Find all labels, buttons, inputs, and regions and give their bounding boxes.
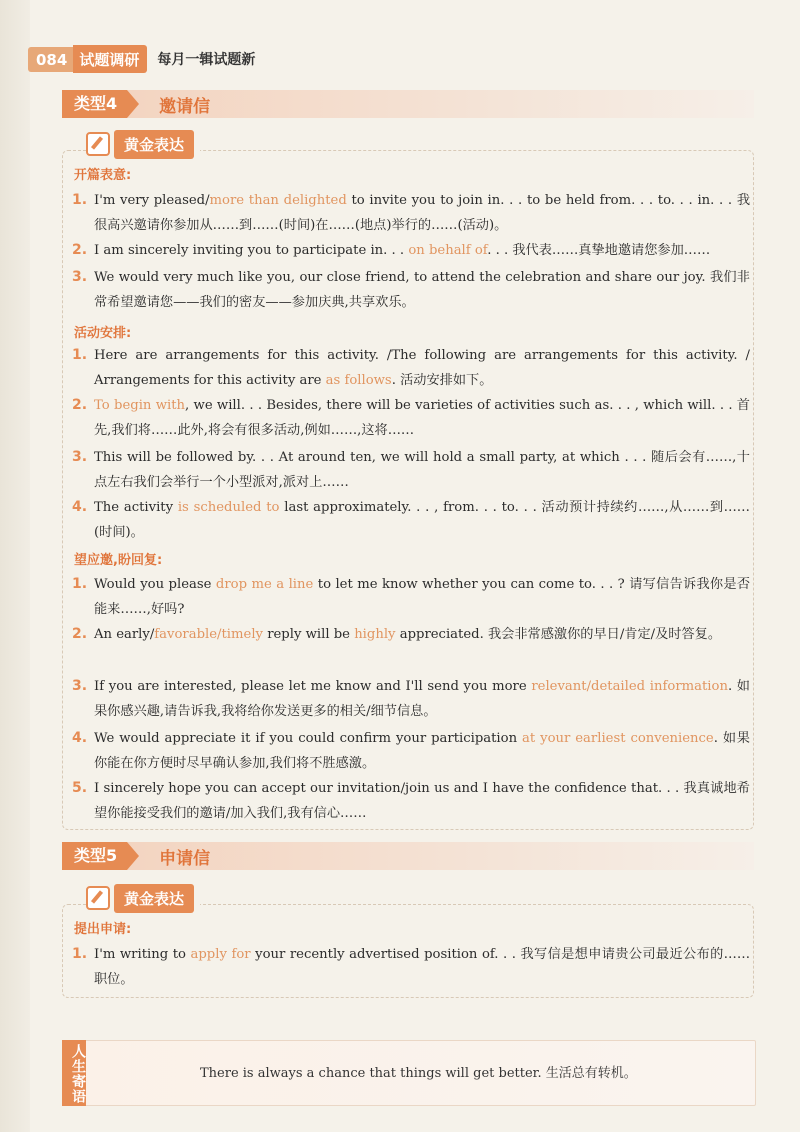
item-text: [72, 393, 750, 443]
text-fragment: Would you please: [94, 577, 216, 592]
section-title: 申请信: [159, 848, 211, 869]
highlight-phrase: is scheduled to: [177, 500, 280, 515]
expression-item: [72, 238, 750, 263]
pencil-note-icon: [86, 886, 110, 910]
gold-expression-label: 黄金表达: [114, 130, 194, 159]
highlight-phrase: highly: [354, 627, 396, 642]
item-number: 2.: [72, 626, 88, 642]
footer-quote: There is always a chance that things will get better. 生活总有转机。: [200, 1066, 637, 1081]
item-number: 4.: [72, 730, 88, 746]
group-heading: 开篇表意:: [74, 168, 132, 183]
item-number: 1.: [72, 192, 88, 208]
item-number: 3.: [72, 678, 88, 694]
item-number: 1.: [72, 576, 88, 592]
page-edge: [0, 0, 30, 1132]
item-number: 5.: [72, 780, 88, 796]
highlight-phrase: as follows: [325, 373, 392, 388]
text-fragment: I'm writing to: [94, 947, 191, 962]
expression-item: [72, 622, 750, 647]
expression-item: [72, 445, 750, 495]
item-text: [72, 674, 750, 724]
expression-item: [72, 343, 750, 393]
item-number: 2.: [72, 397, 88, 413]
section-bar-invitation: [62, 90, 754, 118]
highlight-phrase: on behalf of: [408, 243, 488, 258]
section-bar-application: [62, 842, 754, 870]
text-fragment: I'm very pleased/: [94, 193, 210, 208]
pencil-note-icon: [86, 132, 110, 156]
text-fragment: An early/: [94, 627, 155, 642]
expression-item: [72, 265, 750, 315]
item-text: [72, 188, 750, 238]
expression-item: [72, 776, 750, 826]
expression-item: [72, 674, 750, 724]
item-number: 1.: [72, 347, 88, 363]
item-text: [72, 445, 750, 495]
text-fragment: to let me know whether you can come to. . . ? 请写信告诉我你是否能来……,好吗?: [94, 577, 751, 617]
gold-expression-label: 黄金表达: [114, 884, 194, 913]
highlight-phrase: favorable/timely: [154, 627, 263, 642]
expression-item: [72, 942, 750, 992]
text-fragment: I sincerely hope you can accept our invitation/join us and I have the confidence that. . . 我真诚地希望你能接受我们的邀请/加入我们,我有信心……: [94, 781, 750, 821]
expression-item: [72, 393, 750, 443]
section-type-label: 类型4: [62, 90, 127, 118]
text-fragment: This will be followed by. . . At around ten, we will hold a small party, at which . . . 随后会有……,十点左右我们会举行一个小型派对,派对上……: [94, 450, 750, 490]
expression-item: [72, 495, 750, 545]
text-fragment: The activity: [94, 500, 178, 515]
section-type-label: 类型5: [62, 842, 127, 870]
highlight-phrase: more than delighted: [209, 193, 347, 208]
item-text: [72, 572, 750, 622]
text-fragment: appreciated. 我会非常感激你的早日/肯定/及时答复。: [395, 627, 722, 642]
group-heading: 望应邀,盼回复:: [74, 553, 163, 568]
item-text: [72, 265, 750, 315]
text-fragment: If you are interested, please let me know and I'll send you more: [94, 679, 532, 694]
highlight-phrase: at your earliest convenience: [522, 731, 714, 746]
text-fragment: We would very much like you, our close friend, to attend the celebration and share our joy. 我们非常希望邀请您——我们的密友——参加庆典,共享欢乐。: [94, 270, 750, 310]
chevron-right-icon: [127, 842, 139, 870]
highlight-phrase: relevant/detailed information: [531, 679, 728, 694]
section-title: 邀请信: [159, 96, 211, 117]
page-header: [28, 44, 255, 74]
expression-item: [72, 188, 750, 238]
page-number: 084: [28, 47, 73, 72]
highlight-phrase: To begin with: [94, 398, 186, 413]
gold-expression-tag: [86, 130, 200, 158]
item-text: [72, 776, 750, 826]
text-fragment: last approximately. . . , from. . . to. . . 活动预计持续约……,从……到……(时间)。: [94, 500, 750, 540]
chevron-right-icon: [127, 90, 139, 118]
group-heading: 提出申请:: [74, 922, 132, 937]
text-fragment: Here are arrangements for this activity. /The following are arrangements for this activity. / Arrangements for this activity are: [94, 348, 750, 388]
highlight-phrase: apply for: [190, 947, 251, 962]
text-fragment: We would appreciate it if you could confirm your participation: [94, 731, 523, 746]
text-fragment: . 如果你能在你方便时尽早确认参加,我们将不胜感激。: [94, 731, 750, 771]
text-fragment: reply will be: [263, 627, 355, 642]
item-number: 4.: [72, 499, 88, 515]
header-subtitle: 每月一辑试题新: [157, 52, 256, 68]
item-text: [72, 343, 750, 393]
text-fragment: , we will. . . Besides, there will be varieties of activities such as. . . , which will. . . 首先,我们将……此外,将会有很多活动,例如……,这将……: [94, 398, 750, 438]
text-fragment: I am sincerely inviting you to participate in. . .: [94, 243, 409, 258]
text-fragment: your recently advertised position of. . . 我写信是想申请贵公司最近公布的……职位。: [94, 947, 751, 987]
footer-badge: 人生寄语: [62, 1040, 86, 1106]
item-number: 3.: [72, 449, 88, 465]
item-text: [72, 495, 750, 545]
item-text: [72, 622, 750, 647]
text-fragment: . 活动安排如下。: [391, 373, 493, 388]
text-fragment: . 如果你感兴趣,请告诉我,我将给你发送更多的相关/细节信息。: [94, 679, 750, 719]
item-text: [72, 726, 750, 776]
text-fragment: . . . 我代表……真挚地邀请您参加……: [487, 243, 711, 258]
group-heading: 活动安排:: [74, 326, 132, 341]
highlight-phrase: drop me a line: [215, 577, 314, 592]
item-text: [72, 238, 750, 263]
gold-expression-tag: [86, 884, 200, 912]
expression-item: [72, 572, 750, 622]
item-number: 1.: [72, 946, 88, 962]
expression-item: [72, 726, 750, 776]
text-fragment: to invite you to join in. . . to be held from. . . to. . . in. . . 我很高兴邀请你参加从……到……(时间)在……(地点)举行的……(活动)。: [94, 193, 751, 233]
item-text: [72, 942, 750, 992]
item-number: 3.: [72, 269, 88, 285]
header-tag: 试题调研: [73, 45, 147, 73]
item-number: 2.: [72, 242, 88, 258]
